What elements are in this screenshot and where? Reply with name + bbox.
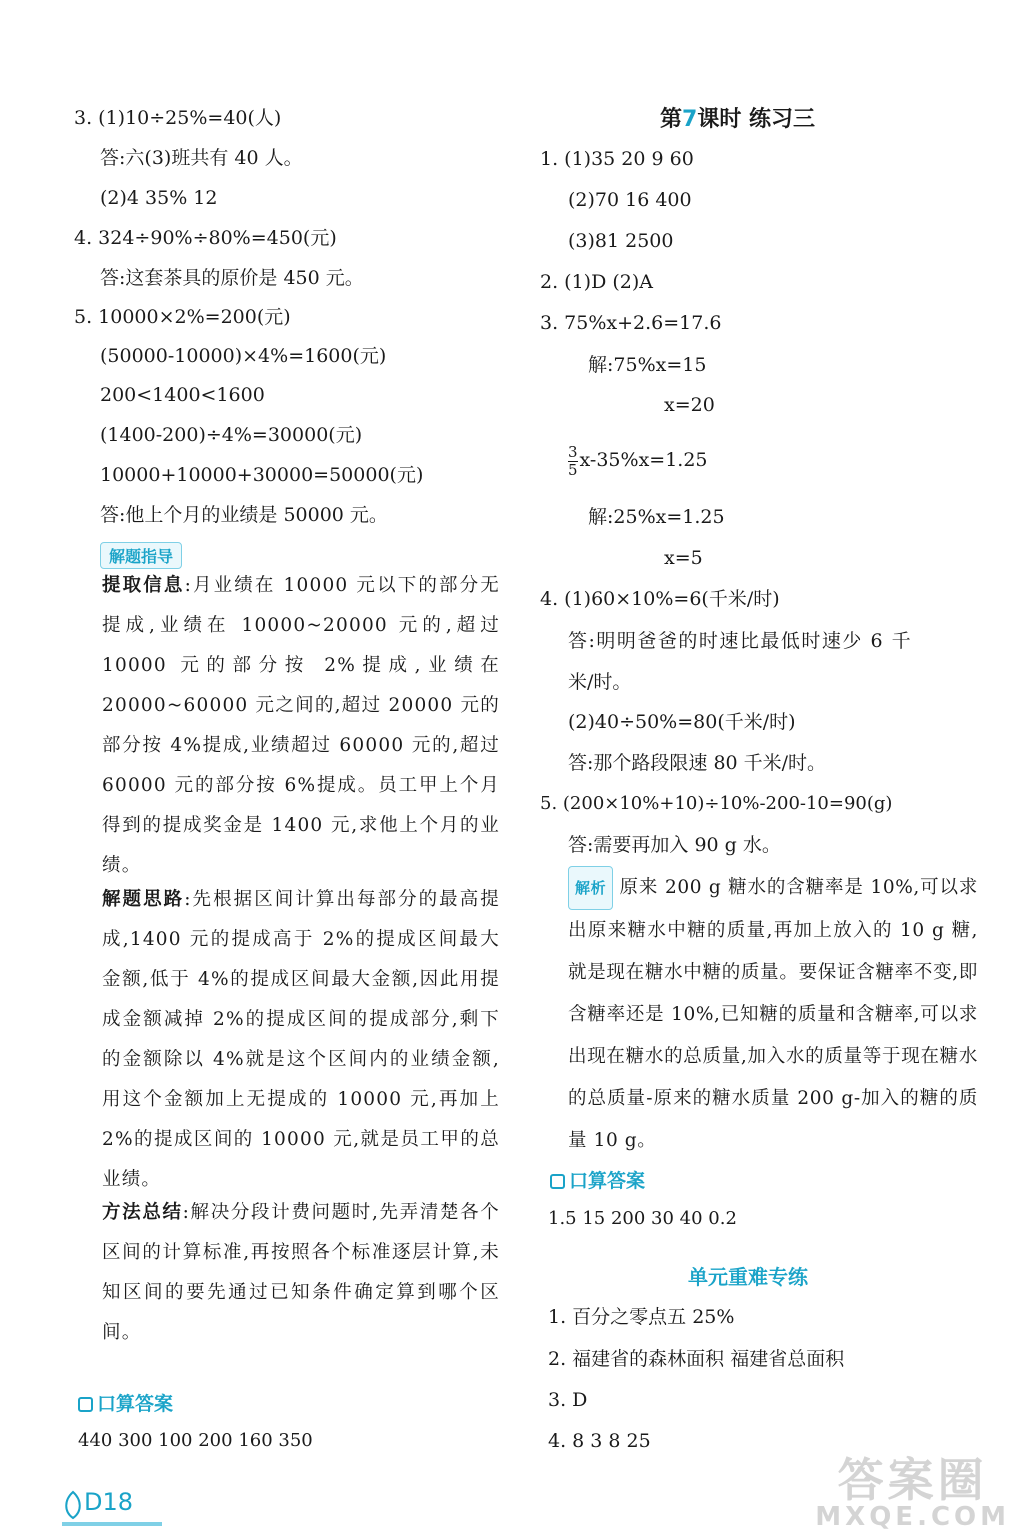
guide-method-label: 方法总结 — [102, 1202, 183, 1223]
analysis-paragraph — [568, 866, 978, 1162]
q5-line5: 10000+10000+30000=50000(元) — [100, 464, 424, 486]
u3: 3. D — [548, 1389, 588, 1411]
oral-answers-left: 440 300 100 200 160 350 — [78, 1430, 313, 1451]
r1-line2: (2)70 16 400 — [568, 189, 692, 211]
page-number-underline — [62, 1522, 162, 1526]
r3-line3: x=20 — [664, 394, 715, 416]
fraction: $\frac{3}{5}$ — [568, 442, 578, 479]
page-number: D18 — [84, 1488, 134, 1516]
watermark-url: MXQE.COM — [815, 1502, 1010, 1532]
guide-info-text: :月业绩在 10000 元以下的部分无提成,业绩在 10000~20000 元的,超过 10000 元的部分按 2%提成,业绩在 20000~60000 元之间的,超过 20000 元的部分按 4%提成,业绩超过 60000 元的,超过 60000 元的部分按 6%提成。员工甲上个月得到的提成奖金是 1400 元,求他上个月的业绩。 — [102, 575, 500, 876]
r4-line4: (2)40÷50%=80(千米/时) — [568, 711, 796, 733]
r5-line1: 5. (200×10%+10)÷10%-200-10=90(g) — [540, 793, 893, 814]
q5-line4: (1400-200)÷4%=30000(元) — [100, 424, 363, 446]
r4-line2: 答:明明爸爸的时速比最低时速少 6 千 — [568, 630, 913, 652]
q3-answer: 答:六(3)班共有 40 人。 — [100, 147, 303, 169]
r3-line6: x=5 — [664, 547, 703, 569]
oral-answers-title-left: 口算答案 — [78, 1389, 173, 1416]
guide-idea-text: :先根据区间计算出每部分的最高提成,1400 元的提成高于 2%的提成区间最大金额,低于 4%的提成区间最大金额,因此用提成金额减掉 2%的提成区间的提成部分,剩下的金额除以 4%就是这个区间内的业绩金额,用这个金额加上无提成的 10000 元,再加上 2%的提成区间的 10000 元,就是员工甲的总业绩。 — [102, 889, 500, 1190]
oral-answers-right: 1.5 15 200 30 40 0.2 — [548, 1208, 737, 1229]
analysis-badge: 解析 — [568, 866, 613, 910]
r1-line1: 1. (1)35 20 9 60 — [540, 148, 694, 170]
guide-info-label: 提取信息 — [102, 575, 185, 596]
q5-line3: 200<1400<1600 — [100, 384, 265, 406]
guide-method — [102, 1193, 500, 1353]
guide-idea-label: 解题思路 — [102, 889, 185, 910]
guide-info — [102, 566, 500, 886]
checkbox-icon — [550, 1174, 565, 1189]
watermark-logo-text: 答案圈 — [837, 1453, 988, 1507]
guide-badge: 解题指导 — [100, 542, 182, 569]
r3-line4: $\frac{3}{5}$ x-35%x=1.25 — [568, 442, 708, 479]
q5-answer: 答:他上个月的业绩是 50000 元。 — [100, 504, 388, 526]
guide-idea — [102, 880, 500, 1200]
guide-method-text: :解决分段计费问题时,先弄清楚各个区间的计算标准,再按照各个标准逐层计算,未知区间的要先通过已知条件确定算到哪个区间。 — [102, 1202, 500, 1343]
r1-line3: (3)81 2500 — [568, 230, 674, 252]
q3-equation: 3. (1)10÷25%=40(人) — [74, 107, 282, 129]
r3-line5: 解:25%x=1.25 — [588, 506, 725, 528]
u4: 4. 8 3 8 25 — [548, 1430, 651, 1452]
q5-line2: (50000-10000)×4%=1600(元) — [100, 345, 387, 367]
checkbox-icon — [78, 1397, 93, 1412]
r5-line2: 答:需要再加入 90 g 水。 — [568, 834, 781, 856]
leaf-icon — [62, 1490, 84, 1520]
r3-line1: 3. 75%x+2.6=17.6 — [540, 312, 722, 334]
q3-part2: (2)4 35% 12 — [100, 187, 218, 209]
u1: 1. 百分之零点五 25% — [548, 1306, 735, 1328]
r2: 2. (1)D (2)A — [540, 271, 653, 293]
r4-line5: 答:那个路段限速 80 千米/时。 — [568, 752, 827, 774]
q4-answer: 答:这套茶具的原价是 450 元。 — [100, 267, 364, 289]
lesson-title: 第7课时 练习三 — [660, 107, 815, 132]
q5-line1: 5. 10000×2%=200(元) — [74, 306, 291, 328]
u2: 2. 福建省的森林面积 福建省总面积 — [548, 1348, 845, 1370]
watermark — [815, 1444, 1010, 1532]
q4-equation: 4. 324÷90%÷80%=450(元) — [74, 227, 337, 249]
analysis-text: 原来 200 g 糖水的含糖率是 10%,可以求出原来糖水中糖的质量,再加上放入的 10 g 糖,就是现在糖水中糖的质量。要保证含糖率不变,即含糖率还是 10%,已知糖的质量和含糖率,可以求出现在糖水的总质量,加入水的质量等于现在糖水的总质量-原来的糖水质量 200 g-加入的糖的质量 10 g。 — [568, 877, 978, 1151]
r4-line3: 米/时。 — [568, 671, 632, 693]
oral-answers-title-right: 口算答案 — [550, 1166, 645, 1193]
unit-title: 单元重难专练 — [688, 1265, 808, 1289]
r3-line2: 解:75%x=15 — [588, 354, 707, 376]
r4-line1: 4. (1)60×10%=6(千米/时) — [540, 588, 780, 610]
